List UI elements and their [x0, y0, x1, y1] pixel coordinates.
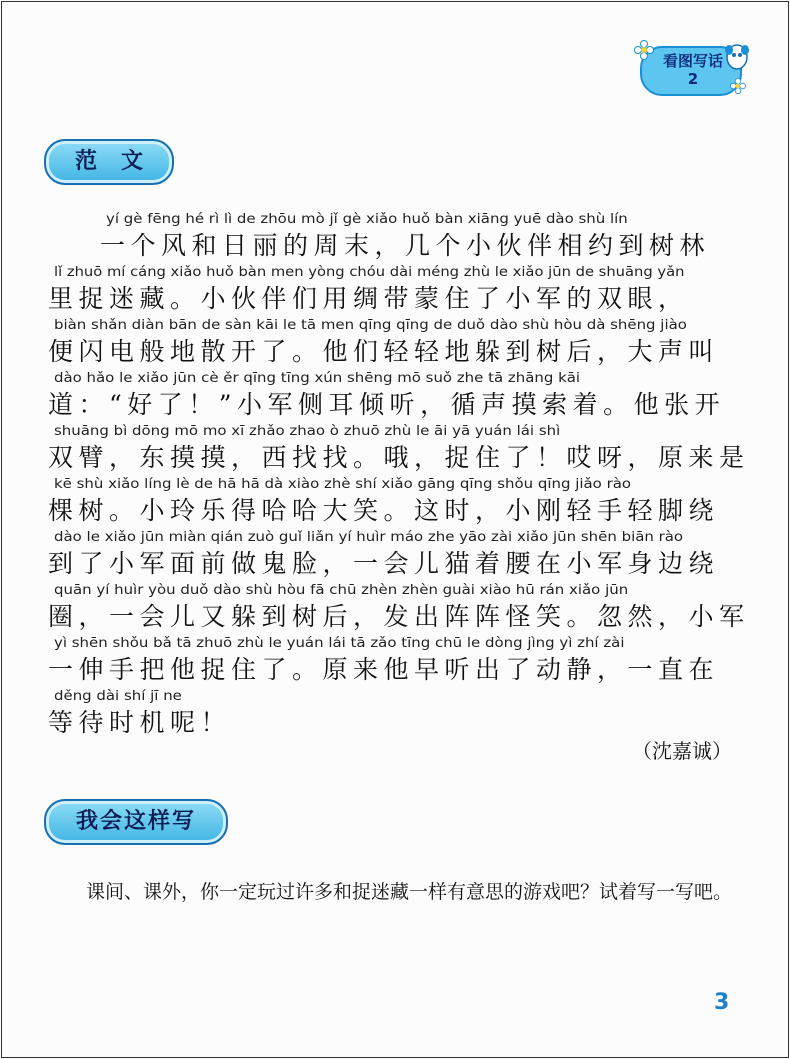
pinyin-line: quān yí huìr yòu duǒ dào shù hòu fā chū zhèn zhèn guài xiào hū rán xiǎo jūn	[54, 583, 629, 598]
hanzi-line: 圈，一会儿又躲到树后，发出阵阵怪笑。忽然，小军	[48, 602, 750, 631]
essay-line	[48, 265, 748, 318]
chapter-badge	[634, 40, 750, 94]
model-essay	[48, 212, 748, 742]
essay-line	[48, 371, 748, 424]
hanzi-line: 双臂，东摸摸，西找找。哦，捉住了！哎呀，原来是	[48, 443, 750, 472]
pinyin-line: yí gè fēng hé rì lì de zhōu mò jǐ gè xiǎo huǒ bàn xiāng yuē dào shù lín	[106, 212, 628, 227]
page-number: 3	[714, 990, 730, 1015]
section-label: 我会这样写	[75, 809, 196, 834]
essay-author: （沈嘉诚）	[632, 739, 732, 763]
essay-line	[48, 477, 748, 530]
hanzi-line: 一个风和日丽的周末，几个小伙伴相约到树林	[100, 231, 711, 260]
pinyin-line: shuāng bì dōng mō mo xī zhǎo zhao ò zhuō zhù le āi yā yuán lái shì	[54, 424, 561, 439]
pinyin-line: dào hǎo le xiǎo jūn cè ěr qīng tīng xún shēng mō suǒ zhe tā zhāng kāi	[54, 371, 581, 386]
section-heading-model-essay	[44, 139, 174, 185]
essay-line	[48, 636, 748, 689]
essay-line	[48, 212, 748, 265]
pinyin-line: děng dài shí jī ne	[54, 689, 182, 704]
small-flower-icon	[730, 78, 746, 94]
hanzi-line: 到了小军面前做鬼脸，一会儿猫着腰在小军身边绕	[48, 549, 720, 578]
section-label: 范文	[74, 149, 167, 174]
hanzi-line: 一伸手把他捉住了。原来他早听出了动静，一直在	[48, 655, 720, 684]
hanzi-line: 等待时机呢！	[48, 708, 232, 737]
writing-prompt: 课间、课外，你一定玩过许多和捉迷藏一样有意思的游戏吧？试着写一写吧。	[86, 881, 733, 903]
hanzi-line: 里捉迷藏。小伙伴们用绸带蒙住了小军的双眼，	[48, 284, 689, 313]
badge-title: 看图写话	[662, 52, 723, 70]
essay-line	[48, 530, 748, 583]
flower-icon	[634, 40, 654, 60]
pinyin-line: biàn shǎn diàn bān de sàn kāi le tā men qīng qīng de duǒ dào shù hòu dà shēng jiào	[54, 318, 687, 333]
pinyin-line: dào le xiǎo jūn miàn qián zuò guǐ liǎn yí huìr máo zhe yāo zài xiǎo jūn shēn biān rào	[54, 530, 684, 545]
essay-line	[48, 583, 748, 636]
pinyin-line: yì shēn shǒu bǎ tā zhuō zhù le yuán lái tā zǎo tīng chū le dòng jìng yì zhí zài	[54, 636, 625, 651]
pinyin-line: kē shù xiǎo líng lè de hā hā dà xiào zhè shí xiǎo gāng qīng shǒu qīng jiǎo rào	[54, 477, 632, 492]
hanzi-line: 便闪电般地散开了。他们轻轻地躲到树后，大声叫	[48, 337, 720, 366]
hanzi-line: 棵树。小玲乐得哈哈大笑。这时，小刚轻手轻脚绕	[48, 496, 720, 525]
essay-line	[48, 424, 748, 477]
badge-number: 2	[687, 70, 699, 88]
section-heading-my-writing	[44, 799, 228, 845]
essay-line	[48, 318, 748, 371]
hanzi-line: 道：“好了！”小军侧耳倾听，循声摸索着。他张开	[48, 390, 726, 419]
pinyin-line: lǐ zhuō mí cáng xiǎo huǒ bàn men yòng chóu dài méng zhù le xiǎo jūn de shuāng yǎn	[54, 265, 685, 280]
